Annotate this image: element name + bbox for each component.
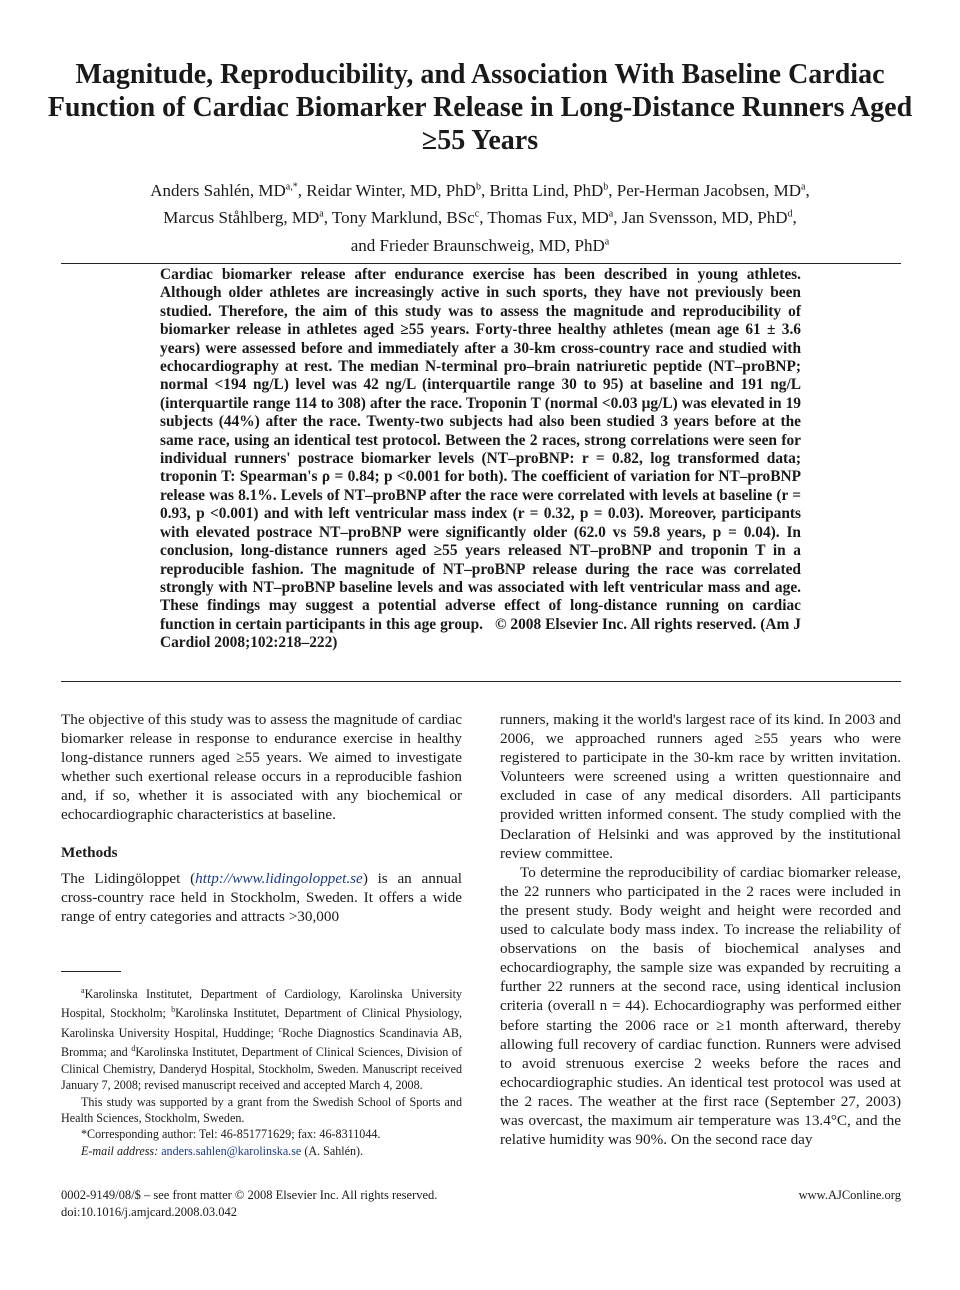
author: Thomas Fux, $MD^a$, bbox=[487, 208, 622, 228]
abstract-text: Cardiac biomarker release after endurance exercise has been described in young athletes. Although older athletes are increasingly active in such sports, they have not previously been studied. Therefore, the aim of this study was to assess the magnitude and reproducibility of biomarker release in athletes aged ≥55 years. Forty-three healthy athletes (mean age 61 ± 3.6 years) were assessed before and immediately after a 30-km cross-country race and studied with echocardiography at rest. The median N-terminal pro–brain natriuretic peptide (NT–proBNP; normal <194 ng/L) level was 42 ng/L (interquartile range 30 to 95) at baseline and 191 ng/L (interquartile range 114 to 308) after the race. Troponin T (normal <0.03 μg/L) was elevated in 19 subjects (44%) after the race. Twenty-two subjects had also been studied 3 years before at the same race, using an identical test protocol. Between the 2 races, strong correlations were seen for individual runners' postrace biomarker levels (NT–proBNP: r = 0.82, log transformed data; troponin T: Spearman's ρ = 0.84; p <0.001 for both). The coefficient of variation for NT–proBNP release was 8.1%. Levels of NT–proBNP after the race were correlated with levels at baseline (r = 0.93, p <0.001) and with left ventricular mass index (r = 0.32, p = 0.03). Moreover, participants with elevated postrace NT–proBNP were significantly older (62.0 vs 59.8 years, p = 0.04). In conclusion, long-distance runners aged ≥55 years released NT–proBNP and troponin T in a reproducible fashion. The magnitude of NT–proBNP release during the race was correlated strongly with NT–proBNP baseline levels and was associated with left ventricular mass and age. These findings may suggest a potential adverse effect of long-distance running on cardiac function in certain participants in this age group. bbox=[160, 266, 801, 633]
intro-paragraph: The objective of this study was to assess the magnitude of cardiac biomarker release in response to endurance exercise in healthy long-distance runners aged ≥55 years. We aimed to investigate whether such exertional release occurs in a reproducible fashion and, if so, whether it is associated with any biochemical or echocardiographic characteristics at baseline. bbox=[61, 711, 462, 824]
email-link[interactable]: anders.sahlen@karolinska.se bbox=[161, 1143, 302, 1158]
author-list bbox=[40, 175, 920, 258]
affiliations-footnote: $^a$Karolinska Institutet, Department of Cardiology, Karolinska University Hospital, Stockholm; $^b$Karolinska Institutet, Department of Clinical Physiology, Karolinska University Hospital, Huddinge; $^c$Roche Diagnostics Scandinavia AB, Bromma; and $^d$Karolinska Institutet, Department of Clinical Sciences, Division of Clinical Chemistry, Danderyd Hospital, Stockholm, Sweden. Manuscript received January 7, 2008; revised manuscript received and accepted March 4, 2008. bbox=[61, 986, 462, 1093]
methods-paragraph: The Lidingöloppet (http://www.lidingoloppet.se) is an annual cross-country race held in Stockholm, Sweden. It offers a wide range of entry categories and attracts >30,000 bbox=[61, 869, 462, 925]
journal-website[interactable]: www.AJConline.org bbox=[798, 1188, 901, 1202]
body-paragraph: To determine the reproducibility of cardiac biomarker release, the 22 runners who participated in the 2 races were included in the present study. Body weight and height were recorded and used to calculate body mass index. To increase the reliability of observations on the basis of biochemical analyses and echocardiography, the sample size was expanded by recruiting a further 22 runners at the second race, using identical inclusion criteria (overall n = 44). Echocardiography was performed either before starting the 2006 race or ≥1 month afterward, thereby allowing full recovery of cardiac function. Runners were advised to avoid strenuous exercise 2 weeks before the races and echocardiographic studies. An identical test protocol was used at the 2 races. The weather at the first race (September 27, 2003) was overcast, the maximum air temperature was 13.4°C, and the relative humidity was 90%. On the second race day bbox=[500, 863, 901, 1149]
body-paragraph: runners, making it the world's largest race of its kind. In 2003 and 2006, we approached runners aged ≥55 years who were registered to participate in the 30-km race by written invitation. Volunteers were screened using a written questionnaire and excluded in case of any medical disorders. All participants provided written informed consent. The study complied with the Declaration of Helsinki and was approved by the institutional review committee. bbox=[500, 711, 901, 862]
abstract-copyright: © 2008 Elsevier Inc. All rights reserved. bbox=[494, 615, 757, 633]
author: Reidar Winter, MD, PhD$^b$, bbox=[306, 180, 490, 200]
footnote-rule bbox=[61, 971, 121, 972]
author: Anders Sahlén, $MD^{a,*}$, bbox=[150, 180, 307, 200]
article-title: Magnitude, Reproducibility, and Association With Baseline Cardiac Function of Cardiac Biomarker Release in Long-Distance Runners Aged ≥55 Years bbox=[47, 59, 913, 156]
abstract bbox=[160, 266, 801, 653]
email-footnote: E-mail address: anders.sahlen@karolinska.se (A. Sahlén). bbox=[81, 1143, 364, 1158]
support-footnote: This study was supported by a grant from the Swedish School of Sports and Health Sciences, Stockholm, Sweden. bbox=[61, 1094, 462, 1125]
footnotes bbox=[61, 983, 462, 1159]
corresponding-footnote: *Corresponding author: Tel: 46-851771629; fax: 46-8311044. bbox=[81, 1127, 381, 1142]
author: Marcus Ståhlberg, $MD^a$, bbox=[163, 208, 332, 228]
author: and Frieder Braunschweig, MD, PhD$^a$ bbox=[350, 235, 610, 255]
abstract-top-rule bbox=[61, 263, 901, 264]
abstract-citation: (Am J Cardiol 2008;102:218–222) bbox=[160, 615, 801, 652]
footer-left bbox=[61, 1187, 437, 1221]
author: Per-Herman Jacobsen, $MD^a$, bbox=[616, 180, 810, 200]
race-website-link[interactable]: http://www.lidingoloppet.se bbox=[195, 869, 363, 887]
author: Jan Svensson, MD, PhD$^d$, bbox=[621, 208, 797, 228]
author: Tony Marklund, BSc$^c$, bbox=[331, 208, 488, 228]
left-column bbox=[61, 710, 462, 926]
methods-heading: Methods bbox=[61, 843, 118, 861]
issn-line: 0002-9149/08/$ – see front matter © 2008 Elsevier Inc. All rights reserved. bbox=[61, 1188, 438, 1202]
abstract-bottom-rule bbox=[61, 681, 901, 682]
right-column bbox=[500, 710, 901, 1149]
author: Britta Lind, PhD$^b$, bbox=[489, 180, 617, 200]
doi-line: doi:10.1016/j.amjcard.2008.03.042 bbox=[61, 1205, 238, 1219]
